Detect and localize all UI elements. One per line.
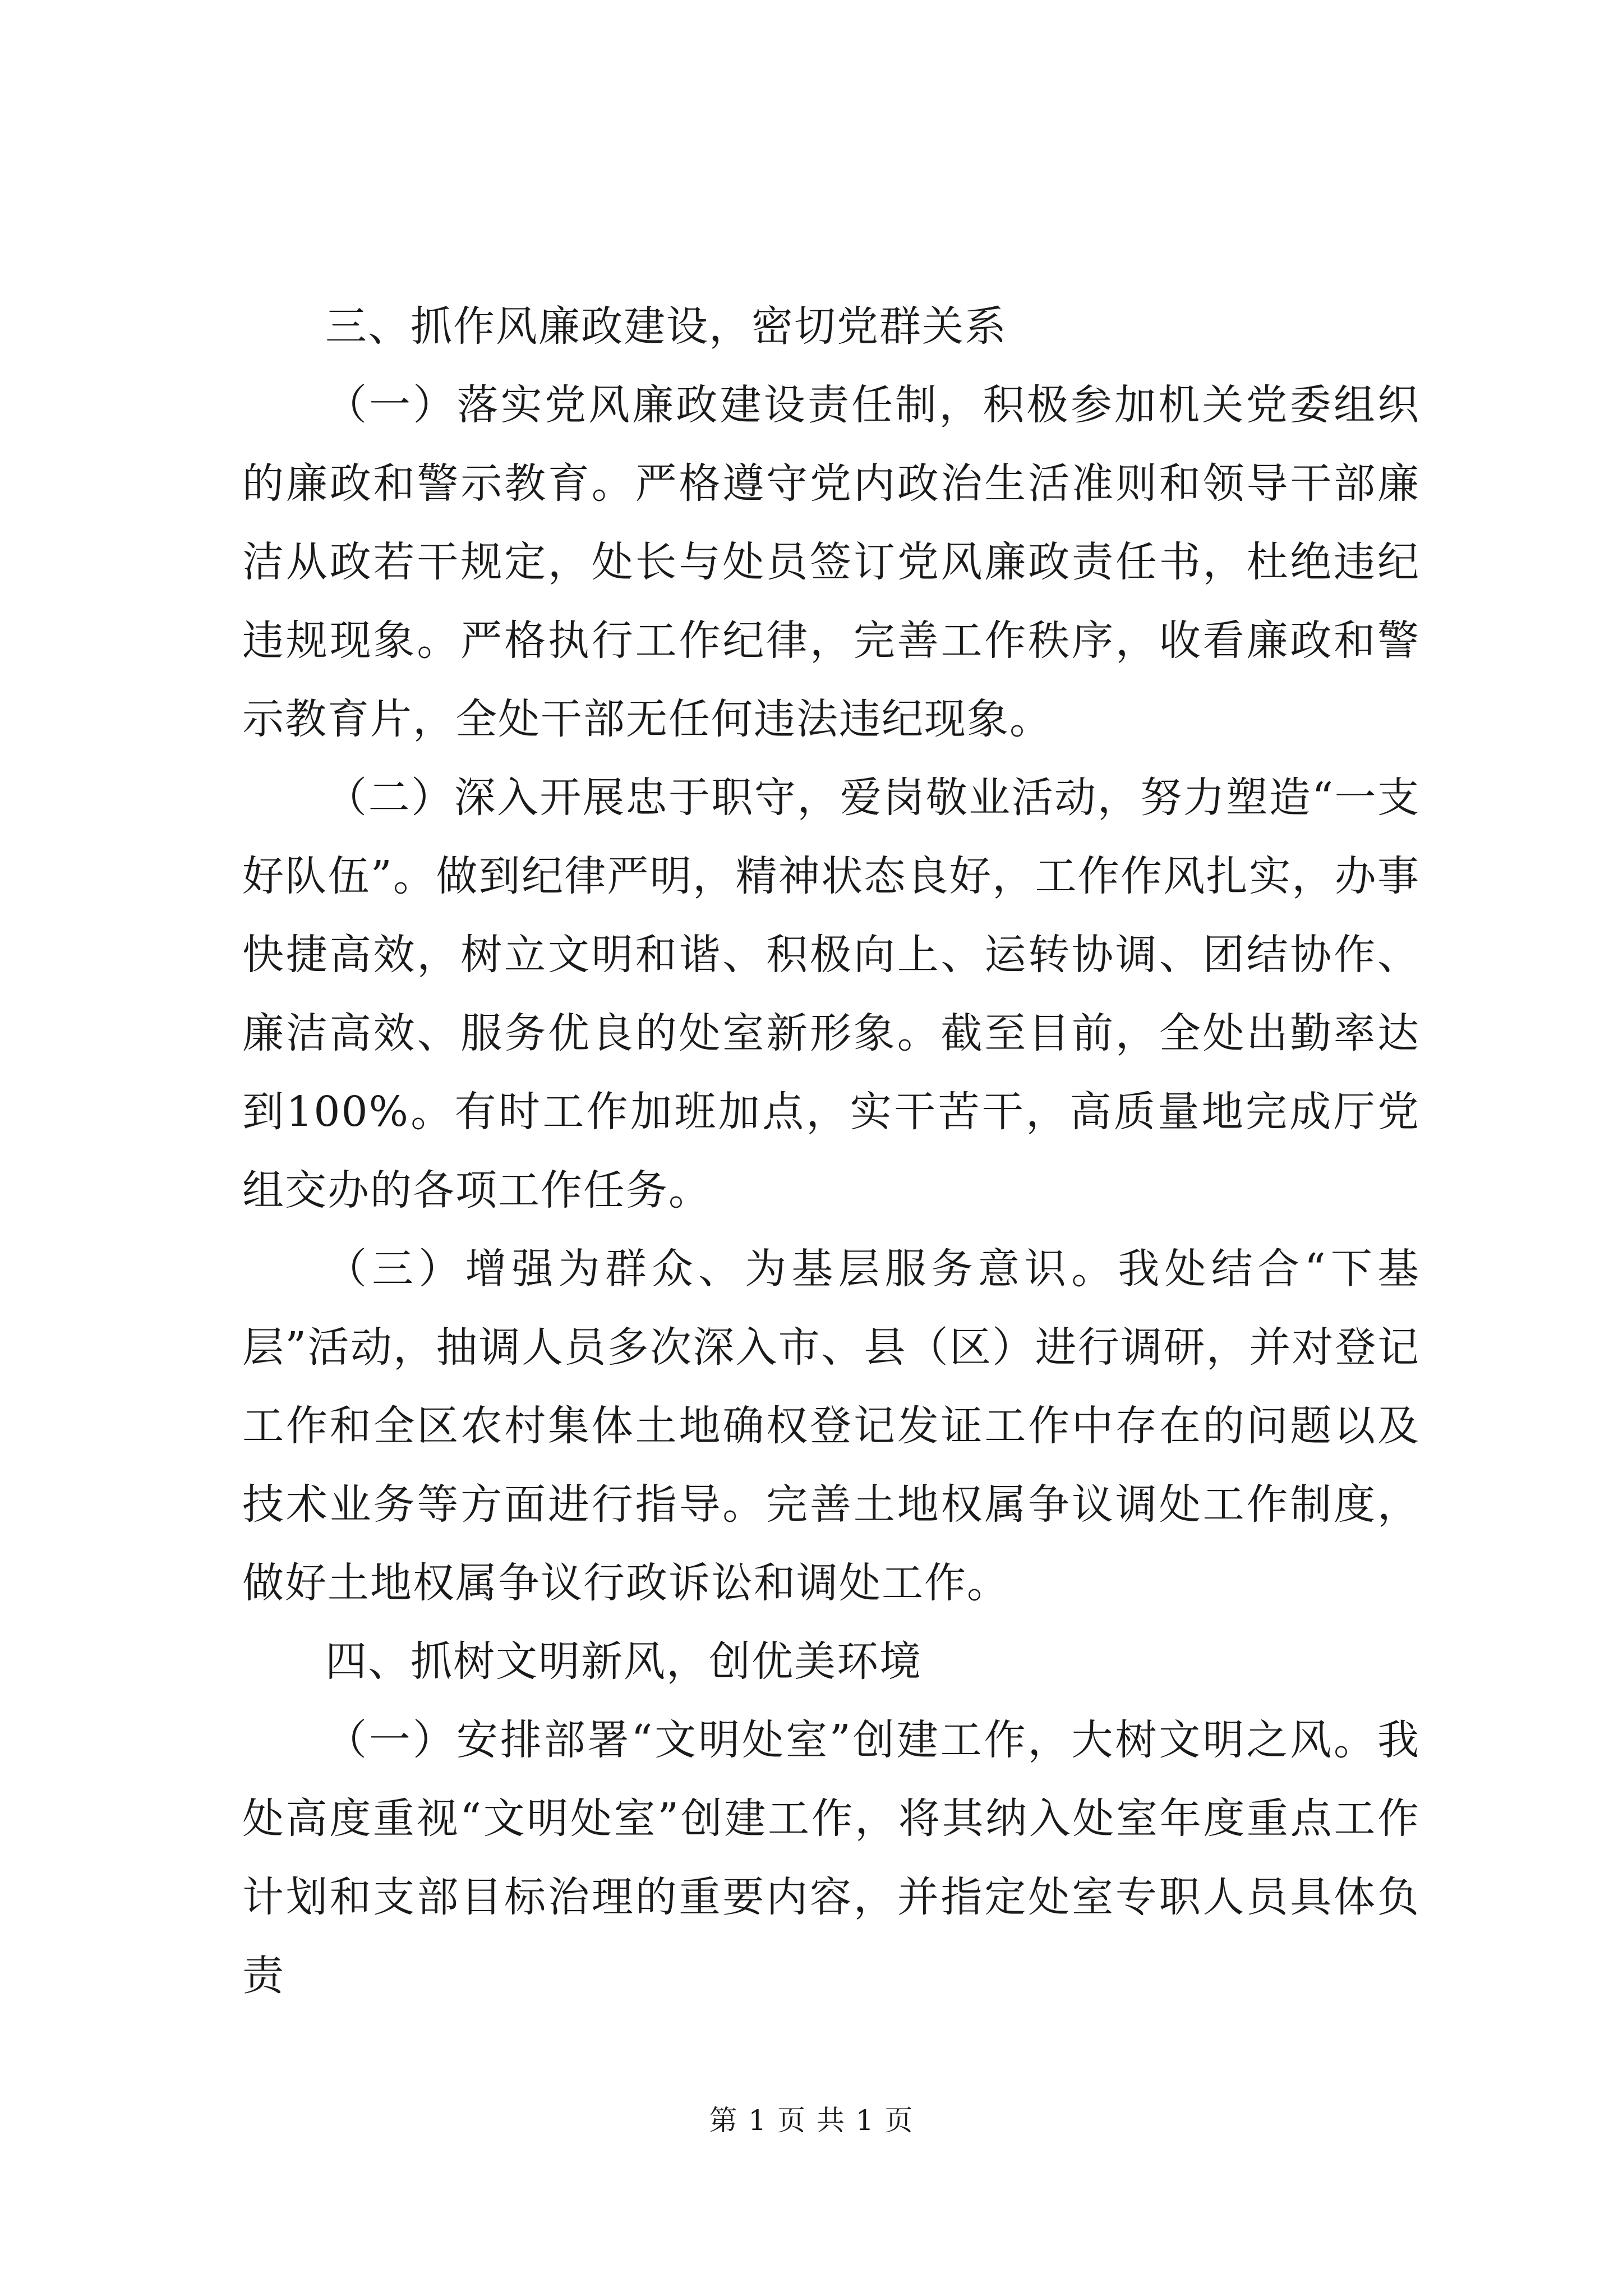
section-heading-four: 四、抓树文明新风，创优美环境 xyxy=(325,1637,922,1686)
paragraph: （一）落实党风廉政建设责任制，积极参加机关党委组织的廉政和警示教育。严格遵守党内政治生活准则和领导干部廉洁从政若干规定，处长与处员签订党风廉政责任书，杜绝违纪违规现象。严格执行工作纪律，完善工作秩序，收看廉政和警示教育片，全处干部无任何违法违纪现象。 xyxy=(242,381,1420,743)
page-footer: 第 1 页 共 1 页 xyxy=(709,2104,914,2137)
paragraph: （一）安排部署“文明处室”创建工作，大树文明之风。我处高度重视“文明处室”创建工作，将其纳入处室年度重点工作计划和支部目标治理的重要内容，并指定处室专职人员具体负责 xyxy=(242,1716,1420,2000)
section-heading-three: 三、抓作风廉政建设，密切党群关系 xyxy=(325,302,1007,351)
paragraph: （二）深入开展忠于职守，爱岗敬业活动，努力塑造“一支好队伍”。做到纪律严明，精神状态良好，工作作风扎实，办事快捷高效，树立文明和谐、积极向上、运转协调、团结协作、廉洁高效、服务优良的处室新形象。截至目前，全处出勤率达到100%。有时工作加班加点，实干苦干，高质量地完成厅党组交办的各项工作任务。 xyxy=(242,774,1420,1214)
document-body xyxy=(242,287,1420,2015)
paragraph: （三）增强为群众、为基层服务意识。我处结合“下基层”活动，抽调人员多次深入市、县（区）进行调研，并对登记工作和全区农村集体土地确权登记发证工作中存在的问题以及技术业务等方面进行指导。完善土地权属争议调处工作制度，做好土地权属争议行政诉讼和调处工作。 xyxy=(242,1245,1420,1607)
